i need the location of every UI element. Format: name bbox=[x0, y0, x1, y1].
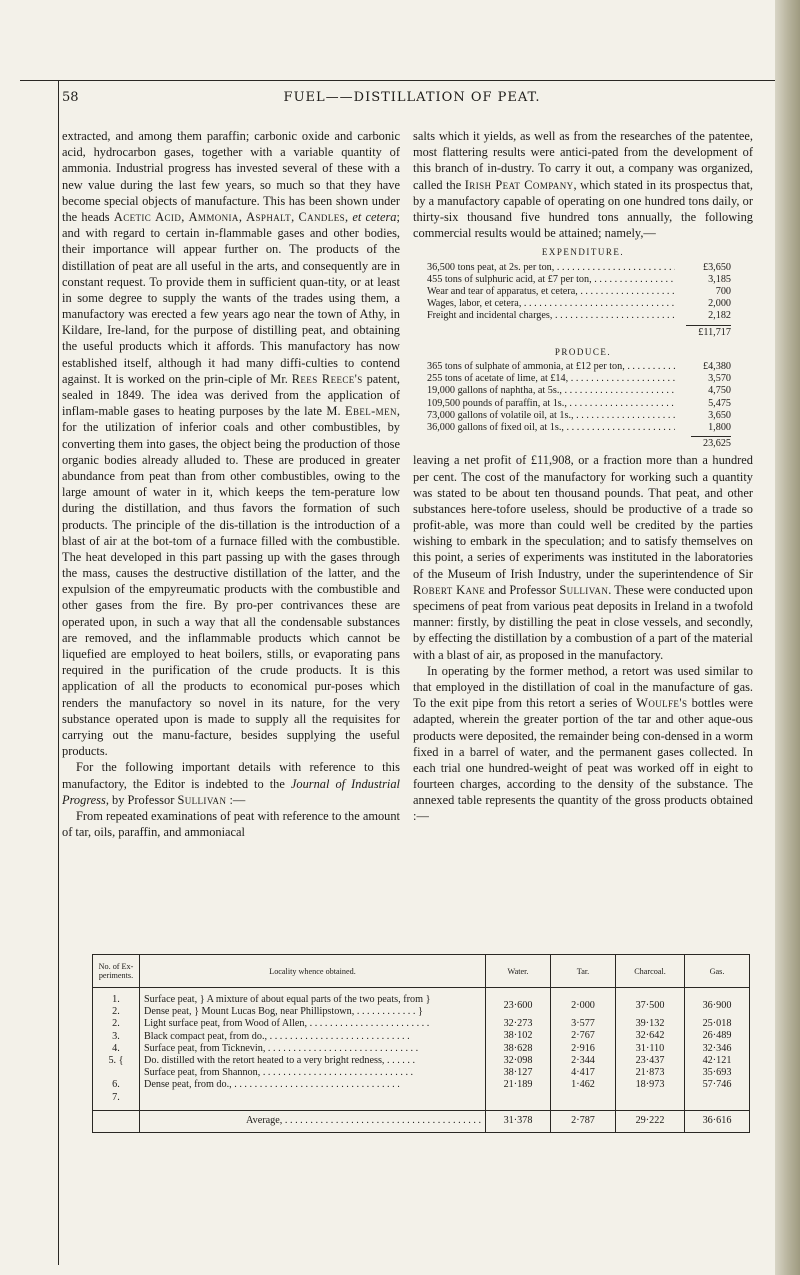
produce-total: 23,625 bbox=[413, 436, 753, 452]
produce-row: 255 tons of acetate of lime, at £14, . . . 3,570 bbox=[413, 373, 753, 385]
average-label: Average, . . . . . . . . . . . . . . . . . . . . . . . . . . . . . . . . . . . . . . . bbox=[140, 1110, 486, 1132]
produce-row: 365 tons of sulphate of ammonia, at £12 per ton, . . . £4,380 bbox=[413, 361, 753, 373]
produce-row: 109,500 pounds of paraffin, at 1s., . . . 5,475 bbox=[413, 398, 753, 410]
header-charcoal: Charcoal. bbox=[616, 955, 685, 988]
expenditure-total: £11,717 bbox=[413, 325, 753, 341]
left-column bbox=[62, 128, 400, 840]
produce-row: 36,000 gallons of fixed oil, at 1s., . . . 1,800 bbox=[413, 422, 753, 434]
right-paragraph-3: In operating by the former method, a retort was used similar to that employed in the distillation of coal in the manufacture of gas. To the exit pipe from this retort a series of Woulfe's bottles were adapted, wherein the greater portion of the tar and other aque-ous products were deposited, the remainder being con-densed in a worm fixed in a barrel of water, and the permanent gases collected. In each trial one hundred-weight of peat was worked off in eight to fourteen charges, according to the density of the substance. The annexed table represents the quantity of the gross products obtained :— bbox=[413, 663, 753, 824]
charcoal-values: 37·500 39·132 32·642 31·110 23·437 21·873 18·973 bbox=[616, 988, 685, 1111]
top-rule bbox=[20, 80, 775, 81]
running-title: FUEL——DISTILLATION OF PEAT. bbox=[283, 90, 541, 105]
expenditure-row: 455 tons of sulphuric acid, at £7 per ton, . . . 3,185 bbox=[413, 274, 753, 286]
right-column bbox=[413, 128, 753, 825]
page-edge-shadow bbox=[775, 0, 800, 1275]
page-header bbox=[62, 88, 762, 112]
header-water: Water. bbox=[486, 955, 551, 988]
table-header-row bbox=[93, 955, 750, 988]
produce-row: 73,000 gallons of volatile oil, at 1s., . . . 3,650 bbox=[413, 410, 753, 422]
expenditure-list bbox=[413, 262, 753, 341]
header-gas: Gas. bbox=[685, 955, 750, 988]
gas-values: 36·900 25·018 26·489 32·346 42·121 35·693 57·746 bbox=[685, 988, 750, 1111]
left-paragraph-1: extracted, and among them paraffin; carbonic oxide and carbonic acid, hydrocarbon gases, together with a variable quantity of ammonia. Industrial progress has invested several of these with a new value during the last few years, so much so that they have become special objects of manufacture. This has been shown under the heads Acetic Acid, Ammonia, Asphalt, Candles, et cetera; and with regard to certain in-flammable gases and other bodies, their importance will appear further on. The products of the distillation of peat are all useful in the arts, and consequently are in constant request. To provide them in sufficient quan-tity, or at least in some degree to supply the wants of the trades using them, a manufactory was erected a few years ago near the town of Athy, in Kildare, Ire-land, for the purpose of distilling peat, and obtaining the useful products which it affords. This manufactory has now established itself, although it had many diffi-culties to contend against. It is worked on the prin-ciple of Mr. Rees Reece's patent, sealed in 1849. The idea was derived from the application of inflam-mable gases to heating purposes by the late M. Ebel-men, for the utilization of inferior coals and other combustibles, by converting them into gases, the object being the production of those organic bodies already alluded to. These are produced in greater abundance from peat than from other combustibles, owing to the large amount of water in it, which keeps the tem-perature low during the distillation, and thus favors the formation of such products. The principle of the dis-tillation is the introduction of a blast of air at the bot-tom of a furnace filled with the combustible. The heat developed in this part passing up with the gases through the mass, causes the destructive distillation of the latter, and the expulsion of the empyreumatic products with the combustible and other gases from the fire. By pro-per contrivances these are operated upon, in such a way that all the condensable substances are removed, and the inflammable products which cannot be liquefied are employed to heat boilers, stills, or evaporating pans required in the purification of the crude products. It is this application of all the products to economical pur-poses which renders the manufactory so novel in its nature, for the very substance operated upon is made to supply all the requisites for carrying out the manu-facture, besides supplying the useful products. bbox=[62, 129, 400, 759]
expenditure-row: Wages, labor, et cetera, . . . 2,000 bbox=[413, 298, 753, 310]
header-experiment-no: No. of Ex-periments. bbox=[93, 955, 140, 988]
right-paragraph-1: salts which it yields, as well as from the researches of the patentee, most flattering results were antici-pated from the development of this branch of in-dustry. To carry it out, a company was organized, called the Irish Peat Company, which stated in its prospectus that, by a manufactory capable of operating on one hundred tons daily, or thirty-six thousand five hundred tons annually, the following commercial results would be attained; namely,— bbox=[413, 129, 753, 241]
expenditure-row: 36,500 tons peat, at 2s. per ton, . . . £3,650 bbox=[413, 262, 753, 274]
left-paragraph-3: From repeated examinations of peat with reference to the amount of tar, oils, paraffin, and ammoniacal bbox=[62, 808, 400, 840]
average-gas: 36·616 bbox=[685, 1110, 750, 1132]
page-number: 58 bbox=[62, 90, 79, 105]
expenditure-row: Freight and incidental charges, . . . 2,182 bbox=[413, 310, 753, 322]
expenditure-row: Wear and tear of apparatus, et cetera, . . . 700 bbox=[413, 286, 753, 298]
table-body-row bbox=[93, 988, 750, 1111]
average-tar: 2·787 bbox=[551, 1110, 616, 1132]
water-values: 23·600 32·273 38·102 38·628 32·098 38·127 21·189 bbox=[486, 988, 551, 1111]
tar-values: 2·000 3·577 2·767 2·916 2·344 4·417 1·462 bbox=[551, 988, 616, 1111]
produce-heading: PRODUCE. bbox=[554, 346, 612, 357]
average-charcoal: 29·222 bbox=[616, 1110, 685, 1132]
left-rule bbox=[58, 80, 59, 1265]
header-tar: Tar. bbox=[551, 955, 616, 988]
left-paragraph-2: For the following important details with reference to this manufactory, the Editor is indebted to the Journal of Industrial Progress, by Professor Sullivan :— bbox=[62, 760, 400, 807]
table-average-row bbox=[93, 1110, 750, 1132]
right-paragraph-2: leaving a net profit of £11,908, or a fraction more than a hundred per cent. The cost of the manufactory for working such a quantity was stated to be about ten thousand pounds. That peat, and other substances here-tofore useless, should be productive of a trade so profit-able, was more than could well be credited by the parties wishing to embark in the speculation; and to satisfy themselves on this point, a series of experiments was instituted in the laboratories of the Museum of Irish Industry, under the superintendence of Sir Robert Kane and Professor Sullivan. These were conducted upon specimens of peat from various peat deposits in Ireland in a twofold manner: firstly, by distilling the peat in close vessels, and secondly, by effecting the distillation by a combustion of a part of the material with a blast of air, as proposed in the manufactory. bbox=[413, 453, 753, 662]
localities: Surface peat, } A mixture of about equal parts of the two peats, from } Dense peat, } Mount Lucas Bog, near Phillipstown, . . . . . . . . . . . . } Light surface peat, from Wood of Allen, . . . . . . . . . . . . . . . . . . . . . . . . Black compact peat, from do., . . . . . . . . . . . . . . . . . . . . . . . . . . . . Surface peat, from Ticknevin, . . . . . . . . . . . . . . . . . . . . . . . . . . . . . . Do. distilled with the retort heated to a very bright redness, . . . . . . Surface peat, from Shannon, . . . . . . . . . . . . . . . . . . . . . . . . . . . . . . Dense peat, from do., . . . . . . . . . . . . . . . . . . . . . . . . . . . . . . . . . bbox=[140, 988, 486, 1111]
experiment-numbers: 1. 2. 2. 3. 4. 5. { 6. 7. bbox=[93, 988, 140, 1111]
expenditure-heading: EXPENDITURE. bbox=[541, 247, 625, 258]
peat-distillation-table bbox=[92, 954, 750, 1133]
header-locality: Locality whence obtained. bbox=[140, 955, 486, 988]
produce-list bbox=[413, 361, 753, 452]
average-water: 31·378 bbox=[486, 1110, 551, 1132]
produce-row: 19,000 gallons of naphtha, at 5s., . . . 4,750 bbox=[413, 385, 753, 397]
